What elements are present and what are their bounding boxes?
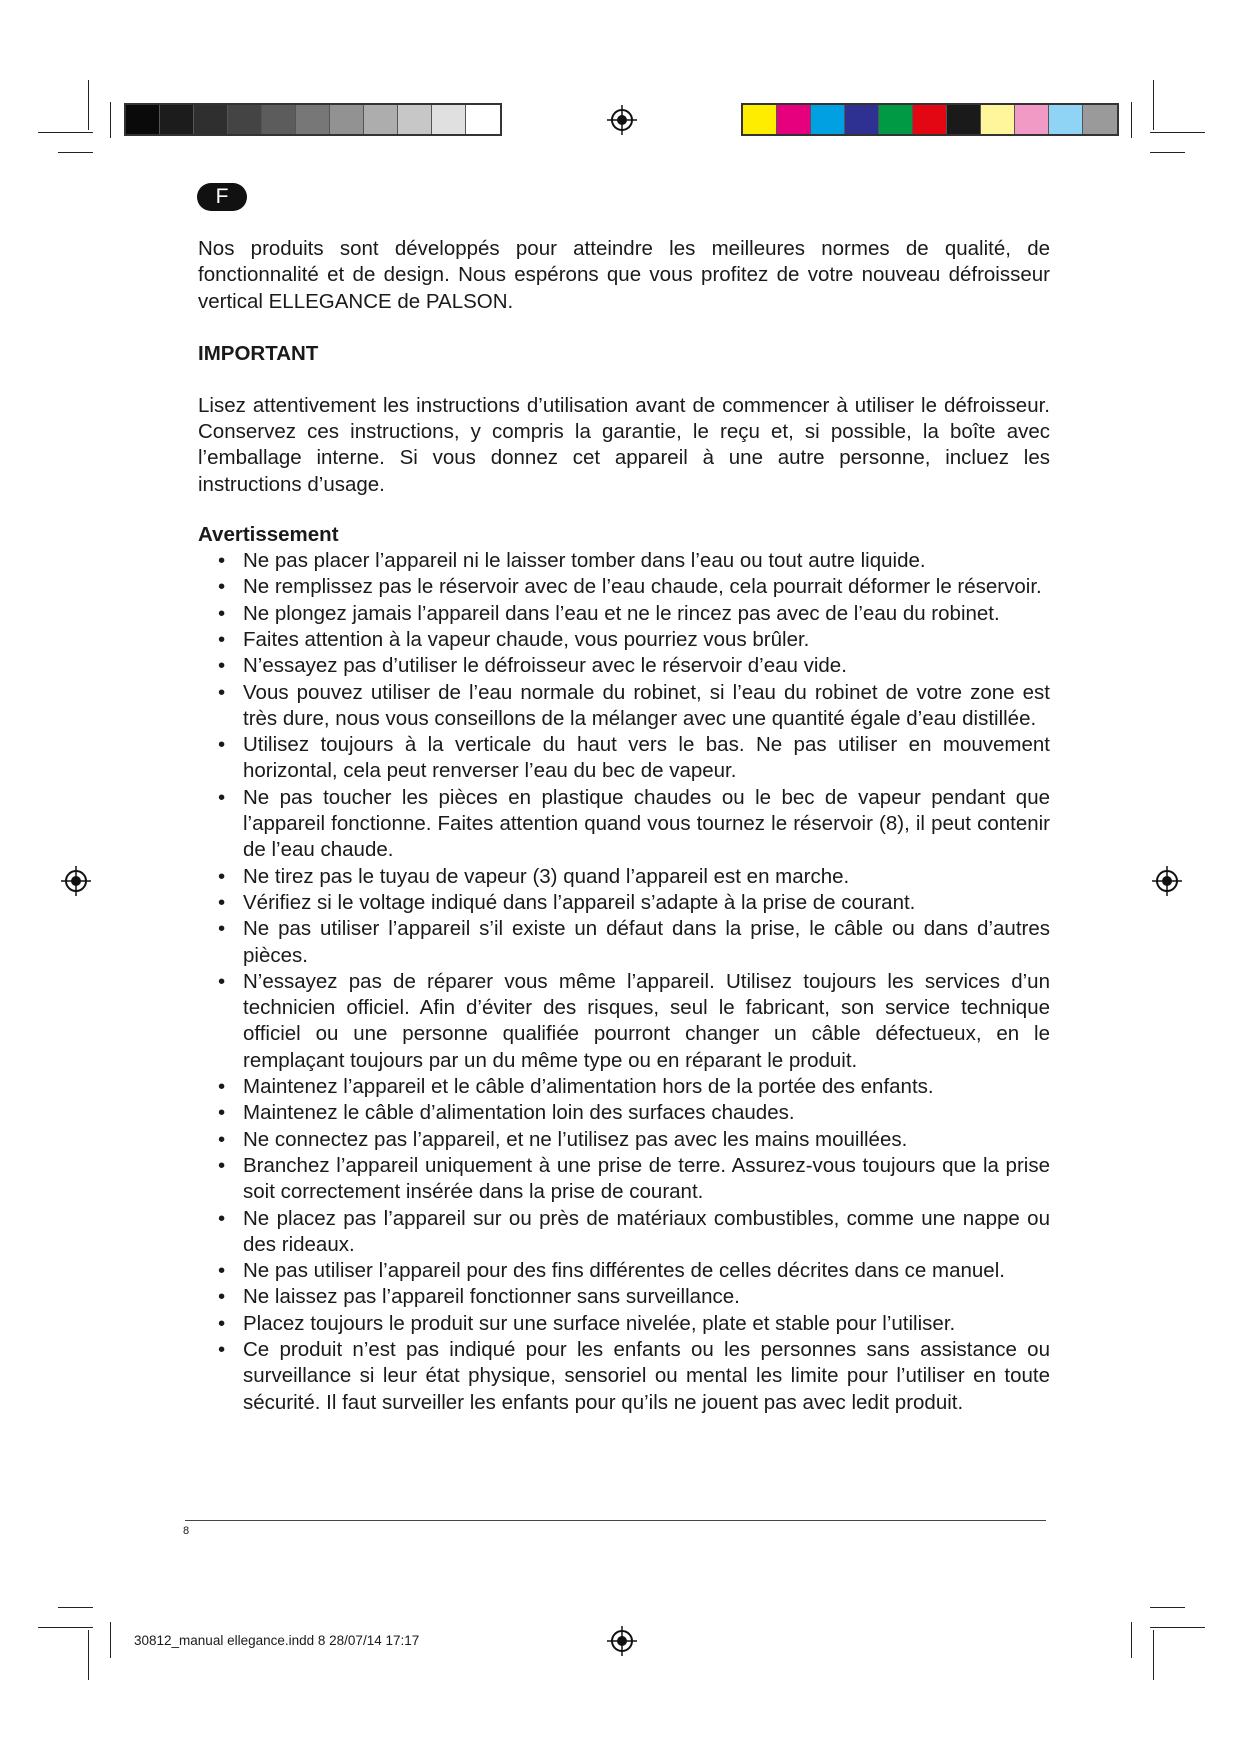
bullet-icon: •	[218, 864, 226, 888]
warning-item	[198, 680, 1050, 733]
crop-mark	[38, 132, 93, 133]
file-slug: 30812_manual ellegance.indd 8 28/07/14 17:17	[134, 1633, 420, 1648]
warning-text: Ne pas toucher les pièces en plastique chaudes ou le bec de vapeur pendant que l’appareil fonctionne. Faites attention quand vous tournez le réservoir (8), il peut contenir de l’eau chaude.	[243, 785, 1050, 862]
registration-mark-icon	[607, 105, 637, 135]
warning-list	[198, 548, 1050, 1416]
color-swatch	[1049, 105, 1083, 134]
crop-mark	[58, 152, 93, 153]
bullet-icon: •	[218, 1337, 226, 1361]
crop-mark	[1150, 1607, 1185, 1608]
crop-mark	[1153, 1630, 1154, 1680]
page-number: 8	[183, 1525, 190, 1537]
color-swatch	[981, 105, 1015, 134]
color-swatch	[466, 105, 500, 134]
registration-mark-icon	[607, 1626, 637, 1656]
registration-mark-icon	[61, 866, 91, 896]
bullet-icon: •	[218, 549, 226, 573]
bullet-icon: •	[218, 680, 226, 704]
bullet-icon: •	[218, 575, 226, 599]
color-swatch	[811, 105, 845, 134]
crop-mark	[110, 1622, 111, 1658]
warning-item	[198, 1284, 1050, 1310]
warning-text: Ne connectez pas l’appareil, et ne l’utilisez pas avec les mains mouillées.	[243, 1127, 908, 1151]
color-swatch	[743, 105, 777, 134]
warning-item	[198, 732, 1050, 785]
warning-item	[198, 653, 1050, 679]
warning-item	[198, 1311, 1050, 1337]
warning-item	[198, 916, 1050, 969]
bullet-icon: •	[218, 890, 226, 914]
bullet-icon: •	[218, 1075, 226, 1099]
warning-text: Ne pas utiliser l’appareil s’il existe un défaut dans la prise, le câble ou dans d’autres pièces.	[243, 917, 1050, 967]
bullet-icon: •	[218, 601, 226, 625]
bullet-icon: •	[218, 1206, 226, 1230]
bullet-icon: •	[218, 917, 226, 941]
language-badge: F	[197, 183, 247, 211]
footer-rule	[185, 1520, 1046, 1521]
crop-mark	[1150, 1627, 1205, 1628]
crop-mark	[1150, 152, 1185, 153]
warning-text: Ne tirez pas le tuyau de vapeur (3) quand l’appareil est en marche.	[243, 864, 850, 888]
crop-mark	[110, 102, 111, 138]
crop-mark	[1150, 132, 1205, 133]
warning-text: Ne pas utiliser l’appareil pour des fins différentes de celles décrites dans ce manuel.	[243, 1259, 1005, 1283]
warning-item	[198, 1337, 1050, 1416]
bullet-icon: •	[218, 1259, 226, 1283]
warning-text: Vérifiez si le voltage indiqué dans l’appareil s’adapte à la prise de courant.	[243, 890, 916, 914]
crop-mark	[38, 1627, 93, 1628]
crop-mark	[88, 1630, 89, 1680]
warning-text: Ne pas placer l’appareil ni le laisser tomber dans l’eau ou tout autre liquide.	[243, 549, 926, 573]
warning-text: Ne remplissez pas le réservoir avec de l’eau chaude, cela pourrait déformer le réservoir.	[243, 575, 1042, 599]
color-swatch	[364, 105, 398, 134]
warning-item	[198, 574, 1050, 600]
color-swatch	[330, 105, 364, 134]
warning-text: Ne laissez pas l’appareil fonctionner sans surveillance.	[243, 1285, 740, 1309]
color-swatch	[1083, 105, 1117, 134]
bullet-icon: •	[218, 654, 226, 678]
warning-text: Ne plongez jamais l’appareil dans l’eau et ne le rincez pas avec de l’eau du robinet.	[243, 601, 1000, 625]
warning-heading: Avertissement	[198, 523, 339, 547]
registration-mark-icon	[1152, 866, 1182, 896]
warning-text: Vous pouvez utiliser de l’eau normale du robinet, si l’eau du robinet de votre zone est très dure, nous vous conseillons de la mélanger avec une quantité égale d’eau distillée.	[243, 680, 1050, 730]
bullet-icon: •	[218, 1127, 226, 1151]
warning-item	[198, 890, 1050, 916]
important-paragraph: Lisez attentivement les instructions d’utilisation avant de commencer à utiliser le défroisseur. Conservez ces instructions, y compris la garantie, le reçu et, si possible, la boîte avec l’emballage interne. Si vous donnez cet appareil à une autre personne, incluez les instructions d’usage.	[198, 393, 1050, 496]
color-swatch	[913, 105, 947, 134]
grayscale-bar	[124, 103, 502, 136]
bullet-icon: •	[218, 1285, 226, 1309]
color-swatch	[228, 105, 262, 134]
crop-mark	[1131, 1622, 1132, 1658]
color-swatch	[947, 105, 981, 134]
color-swatch	[879, 105, 913, 134]
color-swatch	[262, 105, 296, 134]
color-swatch	[432, 105, 466, 134]
bullet-icon: •	[218, 969, 226, 993]
bullet-icon: •	[218, 1311, 226, 1335]
color-swatch	[845, 105, 879, 134]
crop-mark	[1153, 80, 1154, 130]
bullet-icon: •	[218, 785, 226, 809]
warning-text: N’essayez pas de réparer vous même l’appareil. Utilisez toujours les services d’un technicien officiel. Afin d’éviter des risques, seul le fabricant, son service technique officiel ou une personne qualifiée pourront changer un câble défectueux, en le remplaçant toujours par un du même type ou en réparant le produit.	[243, 969, 1050, 1072]
important-heading: IMPORTANT	[198, 341, 319, 365]
warning-text: Maintenez le câble d’alimentation loin des surfaces chaudes.	[243, 1101, 795, 1125]
warning-text: Branchez l’appareil uniquement à une prise de terre. Assurez-vous toujours que la prise soit correctement insérée dans la prise de courant.	[243, 1153, 1050, 1204]
warning-item	[198, 864, 1050, 890]
crop-mark	[58, 1607, 93, 1608]
color-swatch	[126, 105, 160, 134]
intro-paragraph: Nos produits sont développés pour atteindre les meilleures normes de qualité, de fonctionnalité et de design. Nous espérons que vous profitez de votre nouveau défroisseur vertical ELLEGANCE de PALSON.	[198, 237, 1050, 313]
warning-item	[198, 1206, 1050, 1259]
bullet-icon: •	[218, 1153, 226, 1177]
color-swatch	[296, 105, 330, 134]
warning-text: Utilisez toujours à la verticale du haut vers le bas. Ne pas utiliser en mouvement horizontal, cela peut renverser l’eau du bec de vapeur.	[243, 733, 1050, 783]
color-swatch	[398, 105, 432, 134]
warning-item	[198, 1153, 1050, 1206]
color-bar	[741, 103, 1119, 136]
color-swatch	[194, 105, 228, 134]
body-text	[198, 236, 1050, 1416]
warning-text: Ne placez pas l’appareil sur ou près de matériaux combustibles, comme une nappe ou des rideaux.	[243, 1206, 1050, 1256]
warning-item	[198, 785, 1050, 864]
warning-text: Maintenez l’appareil et le câble d’alimentation hors de la portée des enfants.	[243, 1075, 934, 1099]
warning-item	[198, 1100, 1050, 1126]
bullet-icon: •	[218, 733, 226, 757]
color-swatch	[160, 105, 194, 134]
bullet-icon: •	[218, 627, 226, 651]
warning-item	[198, 1074, 1050, 1100]
warning-text: Ce produit n’est pas indiqué pour les enfants ou les personnes sans assistance ou surveillance si leur état physique, sensoriel ou mental les limite pour l’utiliser en toute sécurité. Il faut surveiller les enfants pour qu’ils ne jouent pas avec ledit produit.	[243, 1337, 1050, 1414]
bullet-icon: •	[218, 1101, 226, 1125]
crop-mark	[88, 80, 89, 130]
warning-text: N’essayez pas d’utiliser le défroisseur avec le réservoir d’eau vide.	[243, 654, 847, 678]
warning-text: Faites attention à la vapeur chaude, vous pourriez vous brûler.	[243, 627, 810, 651]
warning-item	[198, 1258, 1050, 1284]
warning-item	[198, 601, 1050, 627]
crop-mark	[1131, 102, 1132, 138]
color-swatch	[777, 105, 811, 134]
warning-item	[198, 627, 1050, 653]
warning-text: Placez toujours le produit sur une surface nivelée, plate et stable pour l’utiliser.	[243, 1311, 956, 1335]
warning-item	[198, 969, 1050, 1074]
warning-item	[198, 548, 1050, 574]
color-swatch	[1015, 105, 1049, 134]
warning-item	[198, 1127, 1050, 1153]
